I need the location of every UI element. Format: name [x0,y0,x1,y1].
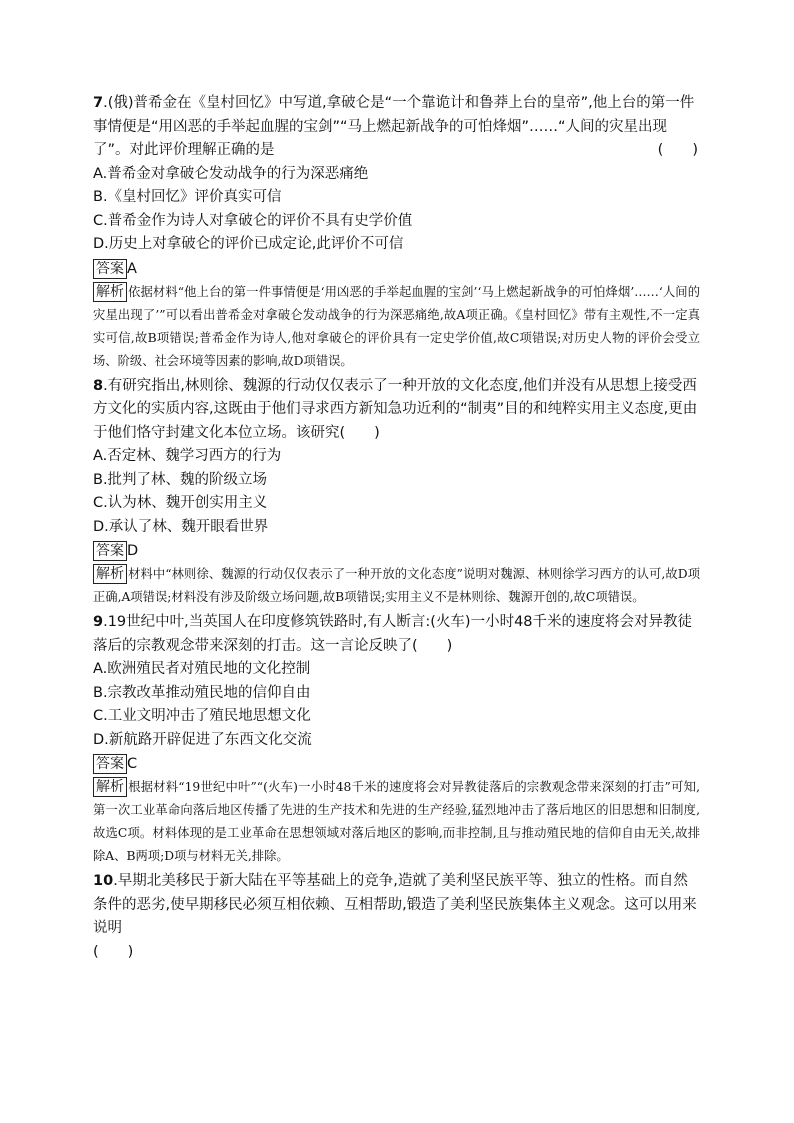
answer-label: 答案 [93,259,127,279]
question-number: 10 [93,873,114,889]
answer-label: 答案 [93,754,127,774]
analysis: 解析 根据材料“19世纪中叶”“(火车)一小时48千米的速度将会对异教徒落后的宗教观念带来深刻的打击”可知,第一次工业革命向落后地区传播了先进的生产技术和先进的生产经验,猛烈地冲击了落后地区的旧思想和旧制度,故选C项。材料体现的是工业革命在思想领域对落后地区的影响,而非控制,且与推动殖民地的信仰自由无关,故排除A、B两项;D项与材料无关,排除。 [93,779,700,863]
analysis-label: 解析 [93,777,127,797]
option-d[interactable]: D.新航路开辟促进了东西文化交流 [93,731,312,748]
question-stem: 9.19世纪中叶,当英国人在印度修筑铁路时,有人断言:(火车)一小时48千米的速度将会对异教徒落后的宗教观念带来深刻的打击。这一言论反映了( ) [93,614,693,654]
answer-row [93,259,700,279]
question-number: 8 [93,377,104,394]
analysis-label: 解析 [93,564,127,584]
answer-value: D [127,543,139,559]
option-a[interactable]: A.欧洲殖民者对殖民地的文化控制 [93,661,311,677]
option-c[interactable]: C.工业文明冲击了殖民地思想文化 [93,708,311,724]
analysis: 解析 依据材料“他上台的第一件事情便是‘用凶恶的手举起血腥的宝剑’‘马上燃起新战争的可怕烽烟’……‘人间的灾星出现了’”可以看出普希金对拿破仑发动战争的行为深恶痛绝,故A项正确。《皇村回忆》带有主观性,不一定真实可信,故B项错误;普希金作为诗人,他对拿破仑的评价具有一定史学价值,故C项错误;对历史人物的评价会受立场、阶级、社会环境等因素的影响,故D项错误。 [93,283,700,368]
question-stem: 7.(俄)普希金在《皇村回忆》中写道,拿破仑是“一个靠诡计和鲁莽上台的皇帝”,他上台的第一件事情便是“用凶恶的手举起血腥的宝剑”“马上燃起新战争的可怕烽烟”……“人间的灾星出现了”。对此评价理解正确的是 ( ) [93,92,700,163]
option-b[interactable]: B.宗教改革推动殖民地的信仰自由 [93,684,311,701]
answer-label: 答案 [93,541,127,561]
question-7 [93,92,700,373]
document-page [93,92,700,964]
question-10 [93,870,700,964]
option-d[interactable]: D.承认了林、魏开眼看世界 [93,518,269,535]
answer-value: A [127,260,137,277]
question-number: 9 [93,614,104,630]
question-stem: 10.早期北美移民于新大陆在平等基础上的竞争,造就了美利坚民族平等、独立的性格。而自然条件的恶劣,使早期移民必须互相依赖、互相帮助,锻造了美利坚民族集体主义观念。这可以用来说明 [93,873,697,936]
question-stem: 8.有研究指出,林则徐、魏源的行动仅仅表示了一种开放的文化态度,他们并没有从思想上接受西方文化的实质内容,这既由于他们寻求西方新知急功近利的“制夷”目的和纯粹实用主义态度,更由于他们恪守封建文化本位立场。该研究( ) [93,377,698,441]
option-b[interactable]: B.《皇村回忆》评价真实可信 [93,189,282,205]
option-a[interactable]: A.否定林、魏学习西方的行为 [93,448,282,464]
analysis: 解析 材料中“林则徐、魏源的行动仅仅表示了一种开放的文化态度”说明对魏源、林则徐学习西方的认可,故D项正确,A项错误;材料没有涉及阶级立场问题,故B项错误;实用主义不是林则徐、魏源开创的,故C项错误。 [93,566,700,604]
analysis-label: 解析 [93,282,127,302]
question-number: 7 [93,95,104,111]
answer-value: C [127,756,138,772]
option-a[interactable]: A.普希金对拿破仑发动战争的行为深恶痛绝 [93,165,369,182]
answer-paren: ( ) [93,943,134,960]
answer-paren: ( ) [657,142,698,158]
answer-row [93,541,700,561]
option-b[interactable]: B.批判了林、魏的阶级立场 [93,471,268,488]
question-8 [93,375,700,610]
answer-row [93,754,700,774]
question-9 [93,611,700,868]
option-d[interactable]: D.历史上对拿破仑的评价已成定论,此评价不可信 [93,236,404,252]
option-c[interactable]: C.认为林、魏开创实用主义 [93,495,268,511]
option-c[interactable]: C.普希金作为诗人对拿破仑的评价不具有史学价值 [93,212,413,229]
